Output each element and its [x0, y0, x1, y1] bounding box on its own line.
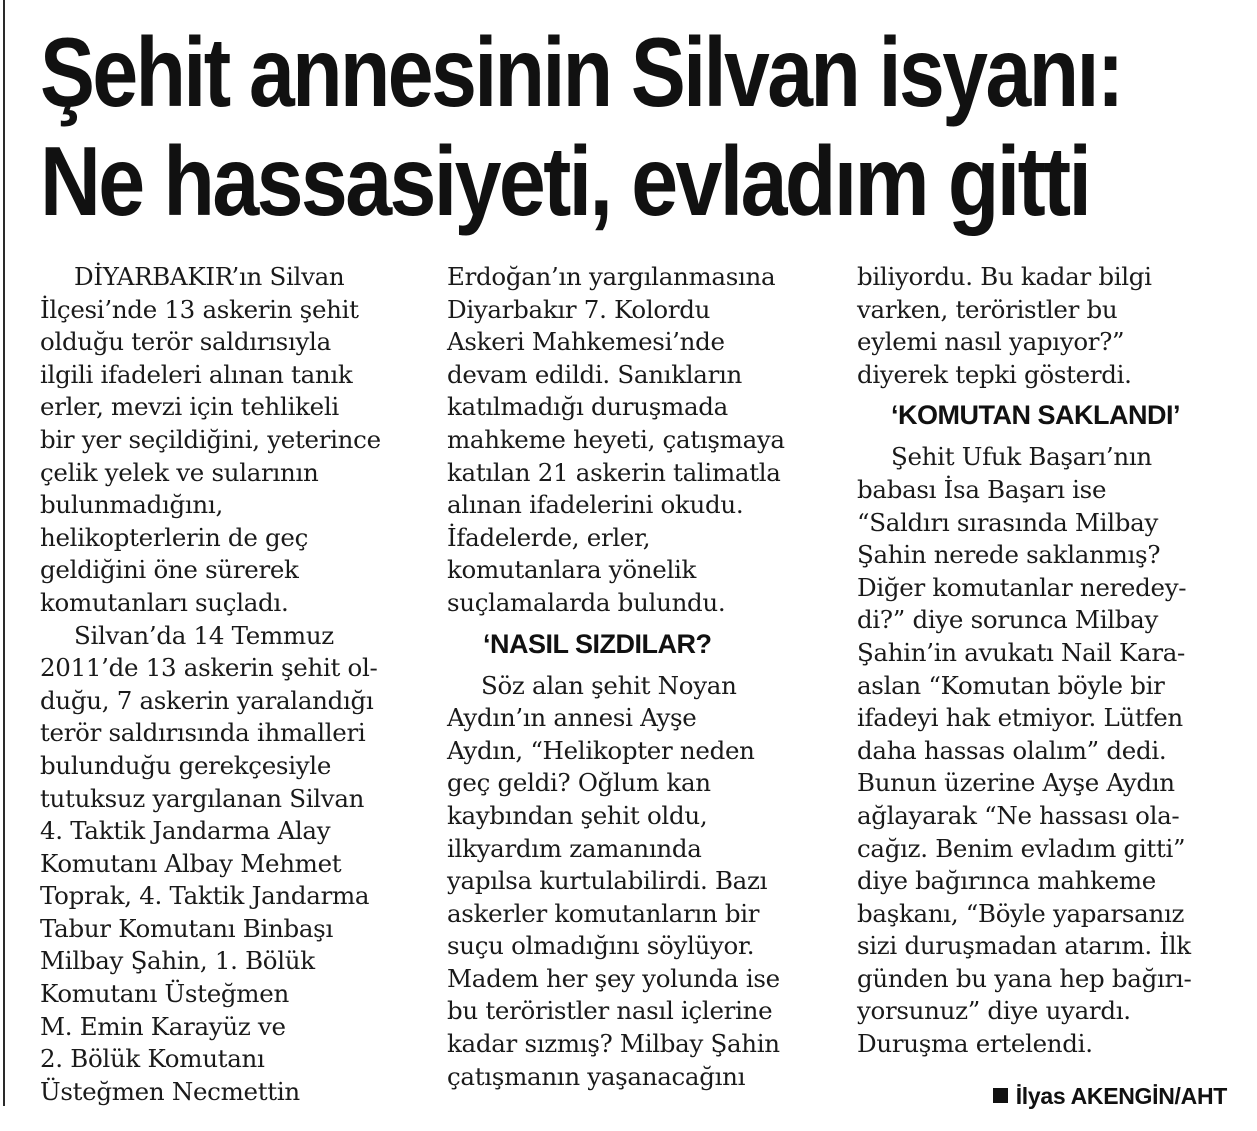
text-line: Milbay Şahin, 1. Bölük	[40, 946, 315, 976]
article-column-1	[40, 261, 420, 1108]
text-line: Madem her şey yolunda ise	[447, 963, 780, 993]
text-line: daha hassas olalım” dedi.	[857, 735, 1167, 765]
text-line: Diğer komutanlar neredey-	[857, 572, 1187, 602]
text-line: Söz alan şehit Noyan	[481, 670, 737, 700]
text-line: Duruşma ertelendi.	[857, 1029, 1093, 1059]
text-line: di?” diye sorunca Milbay	[857, 605, 1159, 635]
text-line: yapılsa kurtulabilirdi. Bazı	[447, 866, 768, 896]
text-line: geç geldi? Oğlum kan	[447, 768, 711, 798]
text-line: 2011’de 13 askerin şehit ol-	[40, 653, 378, 683]
text-line: helikopterlerin de geç	[40, 522, 309, 552]
text-line: diyerek tepki gösterdi.	[857, 359, 1132, 389]
text-line: olduğu terör saldırısıyla	[40, 327, 331, 357]
text-line: 4. Taktik Jandarma Alay	[40, 816, 331, 846]
text-line: askerler komutanların bir	[447, 898, 760, 928]
byline-square-icon	[993, 1088, 1008, 1103]
text-line: Silvan’da 14 Temmuz	[74, 620, 334, 650]
text-line: çatışmanın yaşanacağını	[447, 1061, 746, 1091]
text-line: Komutanı Üsteğmen	[40, 979, 289, 1009]
headline-line-2: Ne hassasiyeti, evladım gitti	[40, 126, 1090, 236]
text-line: aslan “Komutan böyle bir	[857, 670, 1165, 700]
text-line: devam edildi. Sanıkların	[447, 359, 743, 389]
text-line: günden bu yana hep bağırı-	[857, 963, 1192, 993]
article-column-2	[447, 261, 827, 1093]
text-line: Toprak, 4. Taktik Jandarma	[40, 881, 370, 911]
text-line: bulunmadığını,	[40, 490, 223, 520]
text-line: Komutanı Albay Mehmet	[40, 848, 342, 878]
text-line: DİYARBAKIR’ın Silvan	[74, 262, 345, 291]
text-line: İfadelerde, erler,	[447, 522, 651, 552]
text-line: Diyarbakır 7. Kolordu	[447, 294, 711, 324]
byline-text: İlyas AKENGİN/AHT	[1015, 1083, 1227, 1109]
text-line: ilkyardım zamanında	[447, 833, 702, 863]
text-line: Üsteğmen Necmettin	[40, 1076, 300, 1106]
headline-line-1: Şehit annesinin Silvan isyanı:	[40, 17, 1122, 127]
text-line: İlçesi’nde 13 askerin şehit	[40, 294, 359, 324]
text-line: Erdoğan’ın yargılanmasına	[447, 262, 776, 291]
text-line: Bunun üzerine Ayşe Aydın	[857, 768, 1175, 798]
text-line: Şahin’in avukatı Nail Kara-	[857, 637, 1186, 667]
text-line: tutuksuz yargılanan Silvan	[40, 783, 365, 813]
text-line: M. Emin Karayüz ve	[40, 1011, 286, 1041]
text-line: duğu, 7 askerin yaralandığı	[40, 685, 374, 715]
text-line: babası İsa Başarı ise	[857, 474, 1107, 504]
text-line: komutanlara yönelik	[447, 555, 697, 585]
text-line: ilgili ifadeleri alınan tanık	[40, 359, 353, 389]
article-column-3	[857, 261, 1237, 1061]
text-line: eylemi nasıl yapıyor?”	[857, 327, 1125, 357]
text-line: biliyordu. Bu kadar bilgi	[857, 262, 1152, 291]
left-column-rule	[3, 0, 5, 1106]
text-line: suçu olmadığını söylüyor.	[447, 931, 755, 961]
text-line: Askeri Mahkemesi’nde	[447, 327, 725, 357]
text-line: erler, mevzi için tehlikeli	[40, 392, 339, 422]
text-line: başkanı, “Böyle yaparsanız	[857, 898, 1185, 928]
byline	[993, 1080, 1227, 1112]
text-line: Aydın, “Helikopter neden	[447, 735, 755, 765]
text-line: ağlayarak “Ne hassası ola-	[857, 800, 1180, 830]
text-line: alınan ifadelerini okudu.	[447, 490, 744, 520]
text-line: Şehit Ufuk Başarı’nın	[891, 442, 1152, 472]
text-line: suçlamalarda bulundu.	[447, 587, 726, 617]
text-line: bir yer seçildiğini, yeterince	[40, 424, 381, 454]
text-line: mahkeme heyeti, çatışmaya	[447, 424, 785, 454]
text-line: cağız. Benim evladım gitti”	[857, 833, 1186, 863]
text-line: kadar sızmış? Milbay Şahin	[447, 1029, 780, 1059]
text-line: ifadeyi hak etmiyor. Lütfen	[857, 703, 1183, 733]
text-line: sizi duruşmadan atarım. İlk	[857, 931, 1191, 961]
text-line: bulunduğu gerekçesiyle	[40, 750, 332, 780]
text-line: “Saldırı sırasında Milbay	[857, 507, 1158, 537]
text-line: varken, teröristler bu	[857, 294, 1118, 324]
text-line: Tabur Komutanı Binbaşı	[40, 913, 333, 943]
text-line: Aydın’ın annesi Ayşe	[447, 703, 697, 733]
text-line: komutanları suçladı.	[40, 587, 289, 617]
text-line: geldiğini öne sürerek	[40, 555, 299, 585]
text-line: yorsunuz” diye uyardı.	[857, 996, 1131, 1026]
text-line: katılan 21 askerin talimatla	[447, 457, 781, 487]
text-line: çelik yelek ve sularının	[40, 457, 319, 487]
text-line: katılmadığı duruşmada	[447, 392, 728, 422]
section-subhead-komutan-saklandi: ‘KOMUTAN SAKLANDI’	[891, 400, 1180, 431]
text-line: Şahin nerede saklanmış?	[857, 540, 1161, 570]
text-line: kaybından şehit oldu,	[447, 800, 708, 830]
text-line: 2. Bölük Komutanı	[40, 1044, 265, 1074]
text-line: terör saldırısında ihmalleri	[40, 718, 366, 748]
section-subhead-nasil-sizdilar: ‘NASIL SIZDILAR?	[483, 628, 712, 659]
text-line: diye bağırınca mahkeme	[857, 866, 1156, 896]
text-line: bu teröristler nasıl içlerine	[447, 996, 773, 1026]
